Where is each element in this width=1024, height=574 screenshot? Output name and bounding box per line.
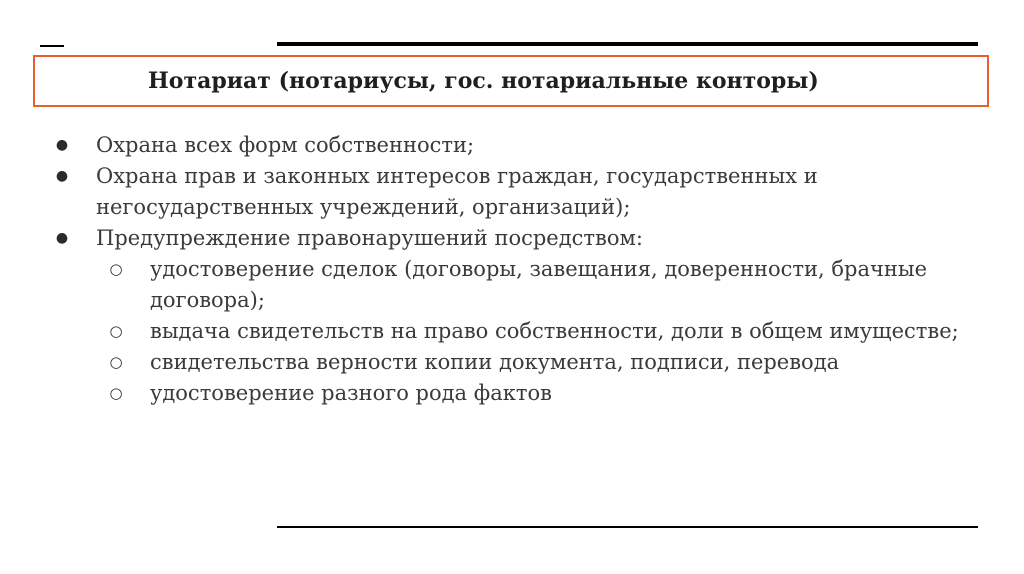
circle-bullet-icon: ○ <box>109 384 123 402</box>
list-item-text: Предупреждение правонарушений посредством: <box>96 226 643 250</box>
list-item <box>50 161 990 223</box>
bottom-rule <box>277 526 978 528</box>
bullet-icon: ● <box>55 137 69 153</box>
bullet-icon: ● <box>55 230 69 246</box>
sub-list-item <box>50 254 990 316</box>
list-item-text: Охрана прав и законных интересов граждан, государственных и негосударственных учреждений, организаций); <box>96 164 818 219</box>
sub-list-item <box>50 378 990 409</box>
sub-list-item-text: свидетельства верности копии документа, подписи, перевода <box>150 350 840 374</box>
sub-bullet-list <box>50 254 990 409</box>
slide-title: Нотариат (нотариусы, гос. нотариальные конторы) <box>148 68 819 94</box>
circle-bullet-icon: ○ <box>109 353 123 371</box>
list-item-text: Охрана всех форм собственности; <box>96 133 475 157</box>
top-long-rule <box>277 42 978 46</box>
sub-list-item-text: выдача свидетельств на право собственности, доли в общем имуществе; <box>150 319 959 343</box>
list-item <box>50 223 990 254</box>
top-short-rule <box>40 45 64 47</box>
sub-list-item <box>50 347 990 378</box>
sub-list-item-text: удостоверение сделок (договоры, завещания, доверенности, брачные договора); <box>150 257 927 312</box>
bullet-list <box>50 130 990 254</box>
list-item <box>50 130 990 161</box>
bullet-icon: ● <box>55 168 69 184</box>
sub-list-item-text: удостоверение разного рода фактов <box>150 381 552 405</box>
sub-list-item <box>50 316 990 347</box>
slide-content <box>50 130 990 409</box>
circle-bullet-icon: ○ <box>109 322 123 340</box>
circle-bullet-icon: ○ <box>109 260 123 278</box>
title-box <box>33 55 989 107</box>
